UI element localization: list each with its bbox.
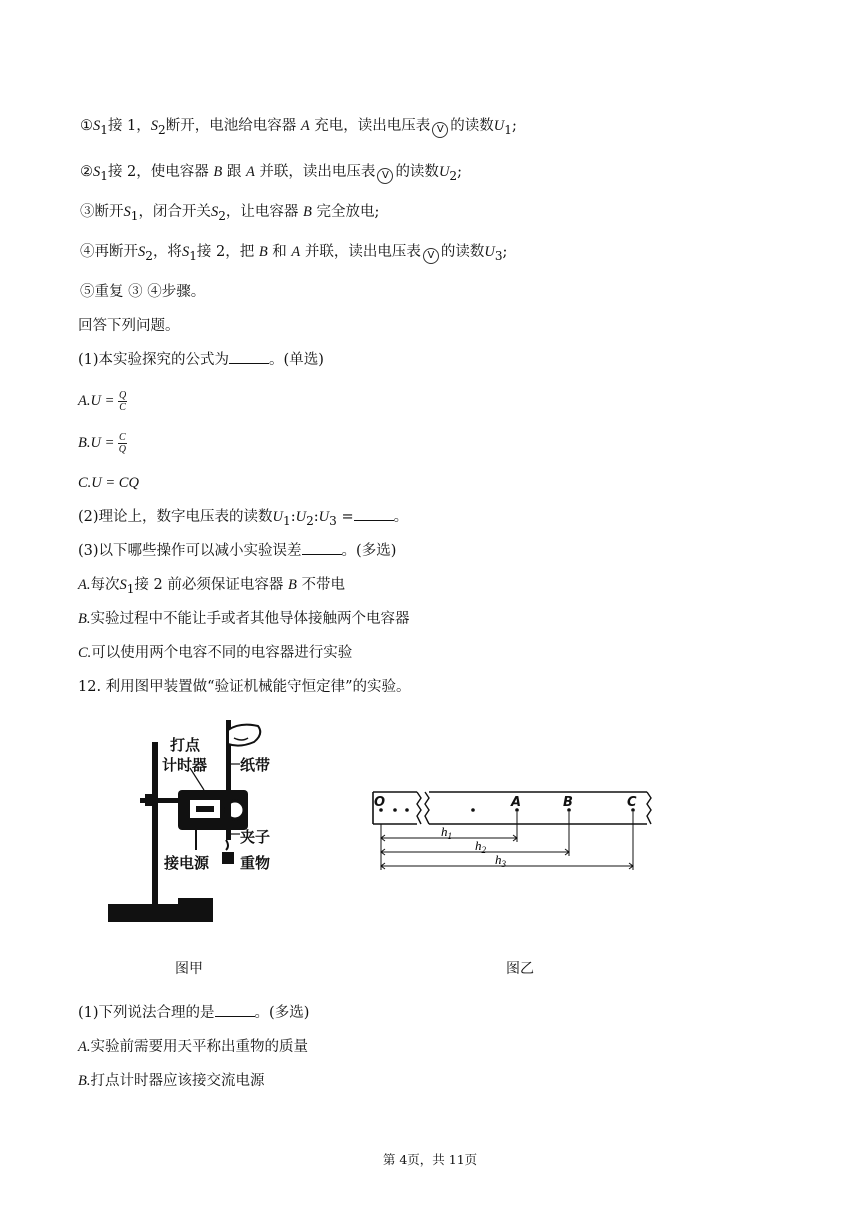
h3-label: $h_3$	[495, 852, 506, 869]
step-text: 充电，读出电压表	[309, 118, 431, 134]
h2-label: $h_2$	[475, 838, 486, 855]
step-1	[80, 116, 517, 140]
option-1c	[78, 473, 139, 493]
question-text: (2)理论上，数字电压表的读数	[78, 509, 273, 525]
capacitor-symbol: A	[245, 164, 255, 180]
formula: U = CQ	[91, 475, 139, 491]
h1-label: $h_1$	[441, 824, 452, 841]
subscript: 1	[504, 122, 512, 137]
option-label: A.	[78, 577, 91, 593]
denominator: Q	[118, 444, 126, 455]
page-footer: 第 4页，共 11页	[382, 1152, 478, 1167]
step-text: 的读数	[440, 244, 485, 260]
option-3a	[78, 575, 345, 599]
subscript: 2	[158, 122, 166, 137]
caption-jia: 图甲	[175, 961, 203, 977]
option-12a	[78, 1037, 308, 1057]
step-text: 和	[267, 244, 292, 260]
step-text: 接 1，	[107, 118, 151, 134]
switch-symbol: S	[93, 118, 101, 134]
option-text: 每次	[90, 577, 120, 593]
step-4	[80, 242, 507, 266]
step-text: ，闭合开关	[138, 204, 211, 220]
step-text: 再断开	[94, 244, 138, 260]
subscript: 1	[283, 513, 291, 528]
switch-symbol: S	[123, 204, 131, 220]
option-text: 打点计时器应该接交流电源	[90, 1073, 265, 1089]
voltmeter-icon: V	[423, 248, 439, 264]
option-text: 实验前需要用天平称出重物的质量	[90, 1039, 308, 1055]
step-text: 接 2，使电容器	[107, 164, 214, 180]
option-12b	[78, 1071, 264, 1091]
step-number: ②	[80, 164, 93, 180]
step-2	[80, 162, 462, 186]
option-label: A.	[78, 392, 91, 409]
hand-icon	[228, 725, 260, 746]
voltage-symbol: U	[318, 509, 330, 525]
step-text: 断开	[94, 204, 124, 220]
label-timer-2: 计时器	[162, 756, 208, 774]
step-number: ④	[80, 244, 95, 260]
answer-blank[interactable]	[302, 542, 342, 555]
voltmeter-icon: V	[432, 122, 448, 138]
subscript: 1	[189, 248, 197, 263]
subscript: 1	[100, 122, 108, 137]
voltage-symbol: U	[484, 244, 495, 260]
step-text: 重复 ③ ④步骤。	[94, 284, 206, 300]
dot	[393, 808, 397, 812]
step-text: 并联，读出电压表	[254, 164, 376, 180]
question-suffix: 。	[393, 509, 409, 525]
tape-diagram	[365, 784, 665, 884]
step-text: 的读数	[450, 118, 494, 134]
fraction	[118, 432, 127, 455]
step-3	[80, 202, 379, 226]
point-b-label: B	[563, 795, 573, 810]
step-end: ;	[502, 244, 508, 260]
switch-symbol: S	[181, 244, 190, 260]
option-3b	[78, 609, 409, 629]
step-number: ③	[80, 204, 95, 220]
option-1a	[78, 390, 127, 413]
capacitor-symbol: B	[213, 164, 223, 180]
question-suffix: 。(多选)	[341, 543, 397, 559]
step-text: 完全放电;	[311, 204, 380, 220]
point-a-label: A	[511, 795, 522, 810]
numerator: Q	[119, 390, 127, 401]
switch-symbol: S	[119, 577, 127, 593]
question-suffix: 。(单选)	[269, 352, 324, 368]
switch-symbol: S	[150, 118, 159, 134]
voltage-symbol: U	[493, 118, 505, 134]
voltage-symbol: U	[272, 509, 284, 525]
label-tape: 纸带	[240, 756, 271, 774]
capacitor-symbol: B	[302, 204, 312, 220]
step-text: ，让电容器	[225, 204, 303, 220]
answer-prompt: 回答下列问题。	[78, 318, 180, 334]
option-label: A.	[78, 1039, 91, 1055]
option-label: B.	[78, 1073, 91, 1089]
subscript: 2	[145, 248, 153, 263]
option-1b	[78, 432, 127, 455]
question-2: (2)理论上，数字电压表的读数$U_1:U_2:U_3$ = 。	[78, 509, 409, 528]
formula-lhs: U =	[90, 392, 115, 409]
option-text: 不带电	[296, 577, 345, 593]
capacitor-symbol: A	[291, 244, 301, 260]
label-clip: 夹子	[240, 828, 271, 846]
problem-12-title: 12. 利用图甲装置做“验证机械能守恒定律”的实验。	[78, 679, 411, 695]
subscript: 1	[126, 581, 135, 596]
voltage-symbol: U	[438, 164, 450, 180]
subscript: 2	[306, 513, 314, 528]
dot	[405, 808, 409, 812]
step-text: 断开，电池给电容器	[165, 118, 301, 134]
numerator: C	[119, 432, 126, 443]
fraction	[118, 390, 127, 413]
apparatus-figure	[100, 712, 290, 942]
step-5	[80, 282, 205, 302]
question-3	[78, 541, 396, 561]
answer-blank[interactable]	[215, 1004, 255, 1017]
step-text: 的读数	[395, 164, 439, 180]
denominator: C	[119, 402, 126, 413]
subscript: 3	[494, 248, 503, 263]
option-label: C.	[78, 475, 92, 491]
subscript: 3	[329, 513, 337, 528]
option-label: B.	[78, 434, 91, 451]
question-text: (1)下列说法合理的是	[78, 1005, 215, 1021]
point-c-label: C	[627, 795, 637, 810]
formula-lhs: U =	[90, 434, 115, 451]
step-end: ;	[457, 164, 462, 180]
capacitor-symbol: B	[258, 244, 268, 260]
option-text: 实验过程中不能让手或者其他导体接触两个电容器	[90, 611, 410, 627]
label-weight: 重物	[240, 854, 271, 872]
switch-symbol: S	[93, 164, 101, 180]
caption-yi: 图乙	[506, 961, 534, 977]
question-12-1	[78, 1003, 309, 1023]
option-text: 接 2 前必须保证电容器	[134, 577, 288, 593]
option-label: C.	[78, 645, 92, 661]
label-power: 接电源	[164, 854, 210, 872]
weight-block	[222, 852, 234, 864]
subscript: 1	[100, 168, 108, 183]
subscript: 2	[449, 168, 458, 183]
dot	[471, 808, 475, 812]
capacitor-symbol: B	[287, 577, 297, 593]
step-text: 跟	[222, 164, 246, 180]
step-number: ⑤	[80, 284, 95, 300]
stand-base	[108, 904, 213, 922]
option-text: 可以使用两个电容不同的电容器进行实验	[91, 645, 353, 661]
question-text: (1)本实验探究的公式为	[78, 352, 230, 368]
label-timer: 打点	[170, 736, 201, 754]
step-text: 接 2，把	[196, 244, 259, 260]
step-text: ，将	[152, 244, 182, 260]
capacitor-symbol: A	[300, 118, 310, 134]
tape-break	[417, 792, 421, 824]
subscript: 2	[218, 208, 226, 223]
option-label: B.	[78, 611, 91, 627]
question-suffix: 。(多选)	[254, 1005, 310, 1021]
stand-pole	[152, 742, 158, 906]
step-text: 并联，读出电压表	[300, 244, 421, 260]
switch-symbol: S	[210, 204, 219, 220]
answer-blank[interactable]	[354, 508, 394, 521]
switch-symbol: S	[138, 244, 146, 260]
option-3c	[78, 643, 352, 663]
answer-blank[interactable]	[229, 351, 269, 364]
voltage-symbol: U	[295, 509, 307, 525]
question-text: (3)以下哪些操作可以减小实验误差	[78, 543, 302, 559]
step-number: ①	[80, 118, 93, 134]
step-end: ;	[511, 118, 517, 134]
subscript: 1	[130, 208, 139, 223]
voltmeter-icon: V	[377, 168, 393, 184]
question-1	[78, 350, 324, 370]
point-o-label: O	[374, 795, 386, 810]
